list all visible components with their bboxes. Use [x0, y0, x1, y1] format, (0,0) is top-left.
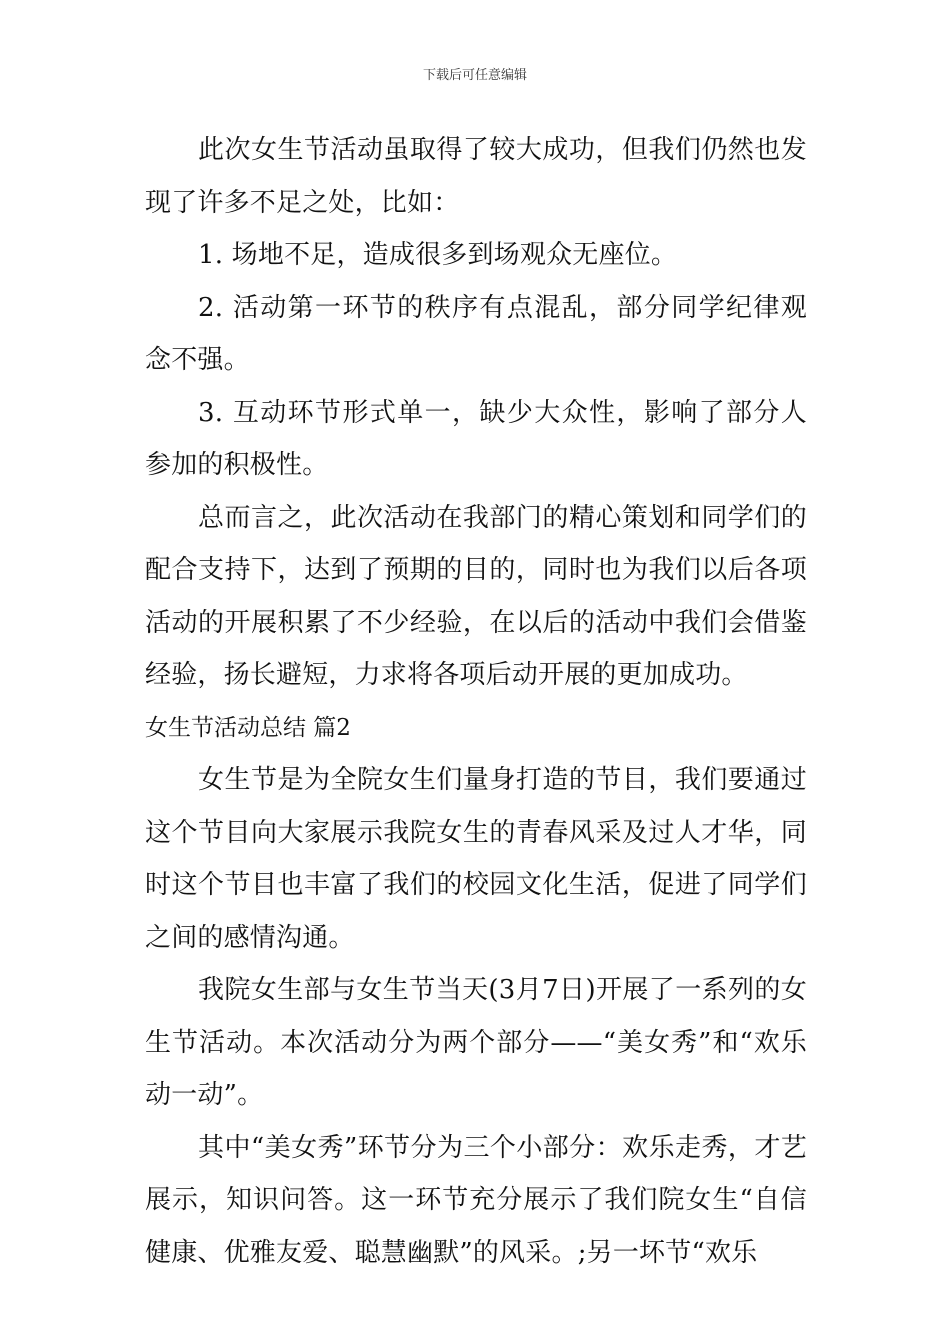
- paragraph-beauty-show: 其中“美女秀”环节分为三个小部分：欢乐走秀，才艺展示，知识问答。这一环节充分展示了我们院女生“自信健康、优雅友爱、聪慧幽默”的风采。;另一坏节“欢乐: [145, 1132, 807, 1268]
- paragraph-summary: 总而言之，此次活动在我部门的精心策划和同学们的配合支持下，达到了预期的目的，同时也为我们以后各项活动的开展积累了不少经验，在以后的活动中我们会借鉴经验，扬长避短，力求将各项后动开展的更加成功。: [145, 502, 807, 690]
- list-item-1: 1. 场地不足，造成很多到场观众无座位。: [198, 240, 678, 270]
- paragraph-introduction: 女生节是为全院女生们量身打造的节目，我们要通过这个节目向大家展示我院女生的青春风采及过人才华，同时这个节目也丰富了我们的校园文化生活，促进了同学们之间的感情沟通。: [145, 765, 807, 953]
- list-item-3: 3. 互动环节形式单一，缺少大众性，影响了部分人参加的积极性。: [145, 397, 807, 480]
- paragraph-shortcomings-intro: 此次女生节活动虽取得了较大成功，但我们仍然也发现了许多不足之处，比如：: [145, 135, 807, 218]
- list-item-2: 2. 活动第一环节的秩序有点混乱，部分同学纪律观念不强。: [145, 292, 807, 375]
- section-heading: 女生节活动总结 篇2: [145, 714, 351, 741]
- page-header: 下载后可任意编辑: [422, 68, 527, 83]
- document-body: [145, 124, 807, 1279]
- paragraph-activities: 我院女生部与女生节当天(3月7日)开展了一系列的女生节活动。本次活动分为两个部分——“美女秀”和“欢乐动一动”。: [145, 975, 807, 1110]
